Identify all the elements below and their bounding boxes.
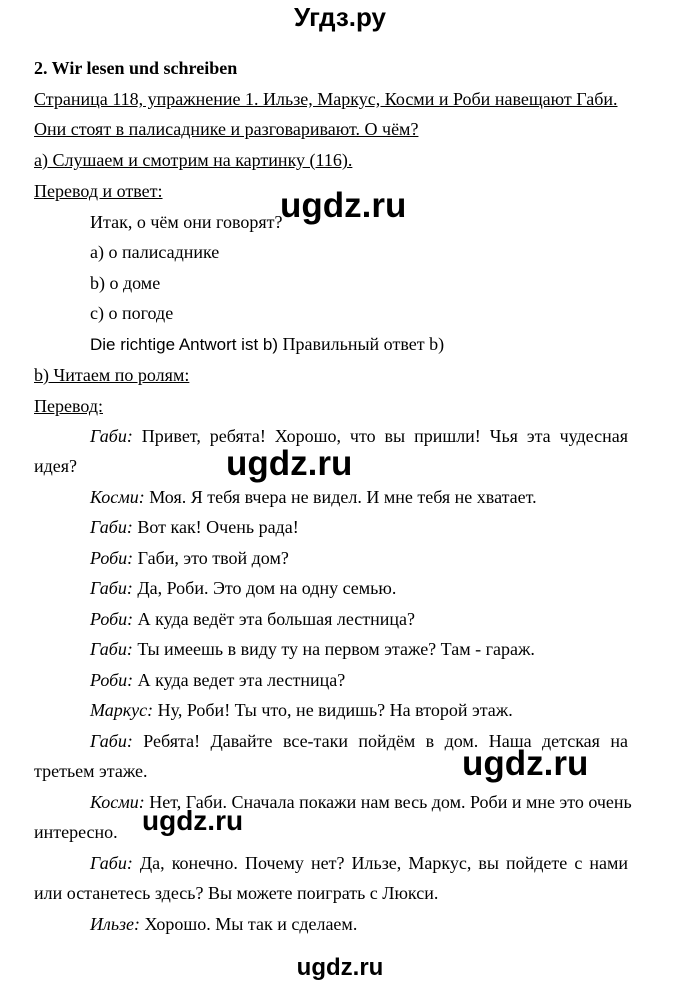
line-text: А куда ведет эта лестница?	[137, 670, 346, 690]
dialogue-line	[90, 547, 289, 569]
dialogue-continuation: или останетесь здесь? Вы можете поиграть с Люкси.	[34, 883, 439, 903]
option-a: а) о палисаднике	[90, 242, 220, 262]
line-text: Да, конечно. Почему нет? Ильзе, Маркус, вы пойдете с нами	[139, 853, 629, 873]
option-b: b) о доме	[90, 273, 161, 293]
site-header: Угдз.ру	[294, 2, 386, 32]
line-text: Ребята! Давайте все-таки пойдём в дом. Наша детская на	[143, 731, 628, 751]
speaker: Ильзе:	[90, 914, 141, 934]
speaker: Косми:	[90, 487, 145, 507]
dialogue-line	[90, 577, 396, 599]
site-footer: ugdz.ru	[296, 954, 384, 981]
task-line-1: Страница 118, упражнение 1. Ильзе, Маркус, Косми и Роби навещают Габи.	[34, 89, 618, 109]
speaker: Габи:	[90, 578, 133, 598]
option-c: c) о погоде	[90, 303, 174, 323]
translation-label: Перевод:	[34, 396, 103, 416]
task-line-2: Они стоят в палисаднике и разговаривают. О чём?	[34, 119, 419, 139]
speaker: Габи:	[90, 853, 133, 873]
speaker: Габи:	[90, 639, 133, 659]
dialogue-line	[34, 791, 632, 813]
dialogue-line	[90, 638, 535, 660]
translation-answer-label: Перевод и ответ:	[34, 181, 163, 201]
line-text: Вот как! Очень рада!	[137, 517, 299, 537]
answer-de: Die richtige Antwort ist b)	[90, 335, 279, 354]
dialogue-line	[90, 913, 357, 935]
line-text: Ну, Роби! Ты что, не видишь? На второй этаж.	[157, 700, 513, 720]
speaker: Косми:	[90, 792, 145, 812]
question: Итак, о чём они говорят?	[90, 212, 283, 232]
dialogue-line	[90, 699, 513, 721]
dialogue-line	[90, 516, 299, 538]
watermark: ugdz.ru	[462, 744, 589, 783]
line-text: Да, Роби. Это дом на одну семью.	[137, 578, 397, 598]
line-text: Моя. Я тебя вчера не видел. И мне тебя не хватает.	[149, 487, 537, 507]
dialogue-line	[34, 852, 628, 874]
line-text: А куда ведёт эта большая лестница?	[137, 609, 416, 629]
section-title: 2. Wir lesen und schreiben	[34, 58, 238, 78]
dialogue-line	[90, 669, 345, 691]
watermark: ugdz.ru	[226, 444, 353, 483]
part-b-heading: b) Читаем по ролям:	[34, 365, 190, 385]
line-text: Хорошо. Мы так и сделаем.	[144, 914, 358, 934]
speaker: Маркус:	[90, 700, 154, 720]
line-text: Нет, Габи. Сначала покажи нам весь дом. Роби и мне это очень	[149, 792, 632, 812]
watermark: ugdz.ru	[142, 805, 244, 836]
speaker: Роби:	[90, 670, 134, 690]
answer-line	[90, 333, 444, 356]
line-text: Ты имеешь в виду ту на первом этаже? Там - гараж.	[137, 639, 535, 659]
speaker: Роби:	[90, 548, 134, 568]
dialogue-continuation: идея?	[34, 456, 78, 476]
speaker: Габи:	[90, 731, 133, 751]
dialogue-line	[90, 486, 537, 508]
dialogue-continuation: интересно.	[34, 822, 118, 842]
watermark: ugdz.ru	[280, 186, 407, 225]
line-text: Габи, это твой дом?	[137, 548, 289, 568]
part-a-heading: а) Слушаем и смотрим на картинку (116).	[34, 150, 353, 170]
dialogue-continuation: третьем этаже.	[34, 761, 148, 781]
speaker: Габи:	[90, 426, 133, 446]
answer-ru: Правильный ответ b)	[282, 334, 445, 354]
line-text: Привет, ребята! Хорошо, что вы пришли! Чья эта чудесная	[141, 426, 629, 446]
speaker: Габи:	[90, 517, 133, 537]
dialogue-line	[90, 608, 415, 630]
speaker: Роби:	[90, 609, 134, 629]
